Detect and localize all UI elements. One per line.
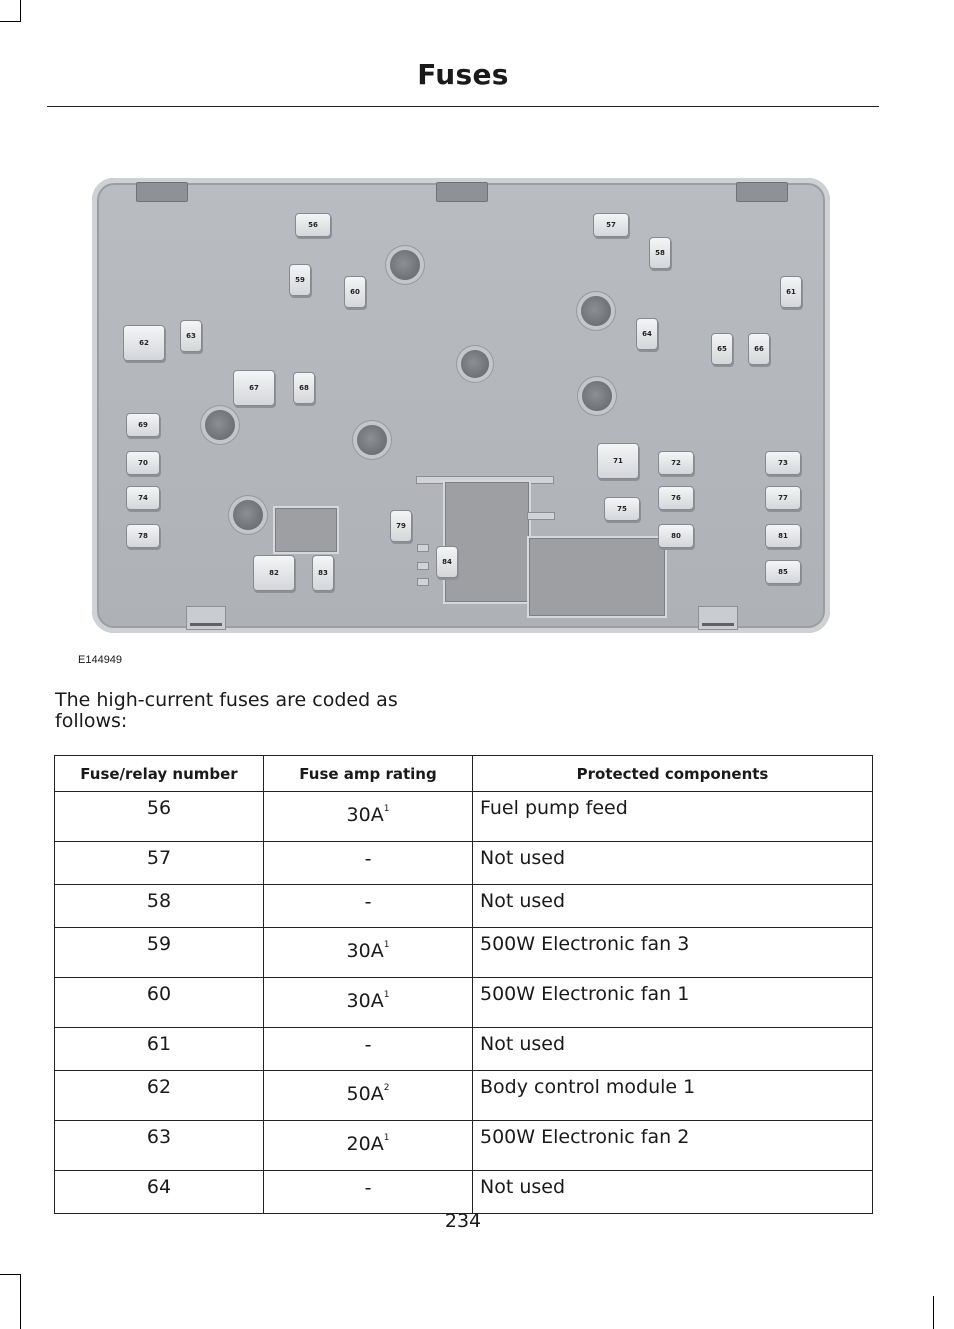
mounting-tab <box>136 182 188 202</box>
table-row <box>55 1121 873 1171</box>
fuse-83: 83 <box>312 555 334 591</box>
fuse-number: 56 <box>55 792 264 842</box>
amp-rating <box>264 885 473 928</box>
amp-value: - <box>364 891 372 913</box>
fuse-70: 70 <box>126 451 160 475</box>
header-fuse-number: Fuse/relay number <box>55 756 264 792</box>
mounting-foot <box>698 606 738 630</box>
connector-housing <box>443 480 531 604</box>
fuse-67: 67 <box>233 370 275 406</box>
amp-rating <box>264 928 473 978</box>
fuse-81: 81 <box>765 524 801 548</box>
fuse-61: 61 <box>780 276 802 308</box>
page-title: Fuses <box>417 58 509 91</box>
fuse-72: 72 <box>658 451 694 475</box>
amp-value: 30A <box>346 990 384 1012</box>
fuse-number: 59 <box>55 928 264 978</box>
table-header-row <box>55 756 873 792</box>
table-row <box>55 978 873 1028</box>
fuse-number: 57 <box>55 842 264 885</box>
fuse-85: 85 <box>765 560 801 584</box>
fuse-75: 75 <box>604 497 640 521</box>
fuse-79: 79 <box>390 510 412 542</box>
amp-rating <box>264 842 473 885</box>
amp-rating <box>264 978 473 1028</box>
footnote-marker: 1 <box>383 1133 390 1143</box>
crop-mark <box>20 1274 21 1329</box>
fuse-76: 76 <box>658 486 694 510</box>
footnote-marker: 2 <box>383 1083 390 1093</box>
intro-text: The high-current fuses are coded as follows: <box>55 689 398 732</box>
fuse-80: 80 <box>658 524 694 548</box>
fuse-78: 78 <box>126 524 160 548</box>
relay-block <box>273 506 339 554</box>
protected-component: Not used <box>473 842 873 885</box>
crop-mark <box>0 1274 21 1275</box>
mounting-post <box>461 350 489 378</box>
fuse-66: 66 <box>748 333 770 365</box>
mounting-post <box>205 410 235 440</box>
table-row <box>55 792 873 842</box>
protected-component: 500W Electronic fan 1 <box>473 978 873 1028</box>
title-divider <box>47 106 879 107</box>
protected-component: 500W Electronic fan 3 <box>473 928 873 978</box>
fuse-84: 84 <box>436 546 458 578</box>
header-components: Protected components <box>473 756 873 792</box>
table-row <box>55 1171 873 1214</box>
table-row <box>55 1028 873 1071</box>
table-row <box>55 842 873 885</box>
fuse-box-diagram <box>92 178 830 633</box>
connector-pin <box>417 562 429 570</box>
protected-component: Not used <box>473 885 873 928</box>
protected-component: Not used <box>473 1028 873 1071</box>
amp-value: 30A <box>346 940 384 962</box>
mounting-foot <box>186 606 226 630</box>
fuse-number: 58 <box>55 885 264 928</box>
mounting-tab <box>436 182 488 202</box>
footnote-marker: 1 <box>383 804 390 814</box>
fuse-59: 59 <box>289 264 311 296</box>
amp-rating <box>264 792 473 842</box>
fuse-62: 62 <box>123 325 165 361</box>
fuse-58: 58 <box>649 237 671 269</box>
amp-value: - <box>364 848 372 870</box>
mounting-post <box>582 381 612 411</box>
amp-value: 20A <box>346 1133 384 1155</box>
amp-rating <box>264 1028 473 1071</box>
fuse-number: 63 <box>55 1121 264 1171</box>
fuse-number: 61 <box>55 1028 264 1071</box>
page-number: 234 <box>444 1210 482 1232</box>
fuse-56: 56 <box>295 213 331 237</box>
fuse-63: 63 <box>180 320 202 352</box>
mounting-post <box>581 296 611 326</box>
amp-value: 50A <box>346 1083 384 1105</box>
fuse-number: 64 <box>55 1171 264 1214</box>
crop-mark <box>0 21 21 22</box>
header-amp-rating: Fuse amp rating <box>264 756 473 792</box>
fuse-82: 82 <box>253 555 295 591</box>
fuse-68: 68 <box>293 372 315 404</box>
crop-mark <box>20 0 21 22</box>
table-row <box>55 928 873 978</box>
protected-component: 500W Electronic fan 2 <box>473 1121 873 1171</box>
mounting-post <box>233 500 263 530</box>
protected-component: Not used <box>473 1171 873 1214</box>
amp-rating <box>264 1121 473 1171</box>
amp-value: - <box>364 1177 372 1199</box>
crop-mark <box>933 1296 934 1329</box>
amp-rating <box>264 1071 473 1121</box>
connector-pin <box>417 544 429 552</box>
fuse-table <box>54 755 873 1214</box>
amp-value: - <box>364 1034 372 1056</box>
footnote-marker: 1 <box>383 990 390 1000</box>
amp-value: 30A <box>346 804 384 826</box>
fuse-57: 57 <box>593 213 629 237</box>
table-row <box>55 885 873 928</box>
fuse-number: 60 <box>55 978 264 1028</box>
footnote-marker: 1 <box>383 940 390 950</box>
table-row <box>55 1071 873 1121</box>
relay-module <box>527 536 667 618</box>
fuse-77: 77 <box>765 486 801 510</box>
mounting-post <box>357 425 387 455</box>
amp-rating <box>264 1171 473 1214</box>
connector-pin <box>527 512 555 520</box>
connector-pin <box>417 578 429 586</box>
fuse-64: 64 <box>636 318 658 350</box>
fuse-60: 60 <box>344 276 366 308</box>
fuse-69: 69 <box>126 413 160 437</box>
fuse-73: 73 <box>765 451 801 475</box>
protected-component: Body control module 1 <box>473 1071 873 1121</box>
protected-component: Fuel pump feed <box>473 792 873 842</box>
fuse-65: 65 <box>711 333 733 365</box>
fuse-71: 71 <box>597 443 639 479</box>
fuse-74: 74 <box>126 486 160 510</box>
fuse-number: 62 <box>55 1071 264 1121</box>
mounting-post <box>390 250 420 280</box>
figure-code: E144949 <box>78 654 123 666</box>
mounting-tab <box>736 182 788 202</box>
